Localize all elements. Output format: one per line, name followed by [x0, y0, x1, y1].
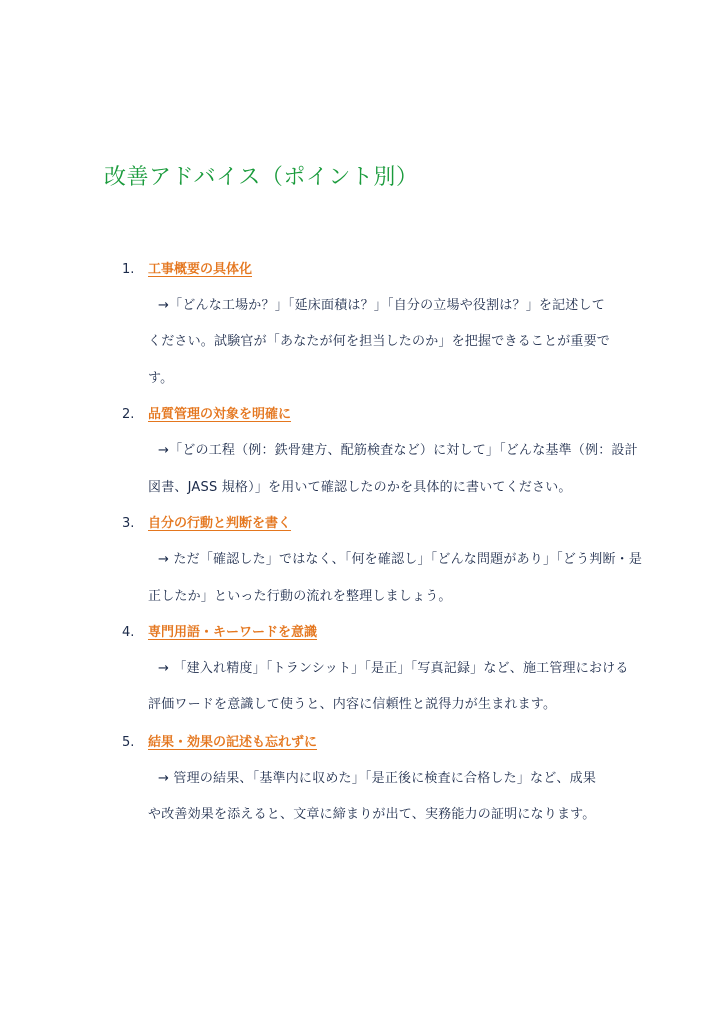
item-heading: 品質管理の対象を明確に	[148, 407, 292, 422]
item-number: 3.	[122, 516, 135, 531]
item-number: 4.	[122, 625, 135, 640]
item-heading: 工事概要の具体化	[148, 262, 253, 277]
item-text-line: や改善効果を添えると、文章に締まりが出て、実務能力の証明になります。	[148, 807, 596, 822]
list-item-2-header	[122, 403, 291, 422]
item-heading: 自分の行動と判断を書く	[148, 516, 292, 531]
item-text-line: す。	[148, 371, 174, 386]
item-text-line: 評価ワードを意識して使うと、内容に信頼性と説得力が生まれます。	[148, 697, 557, 712]
item-text-line: 図書、JASS 規格）」を用いて確認したのかを具体的に書いてください。	[148, 480, 572, 495]
item-heading: 結果・効果の記述も忘れずに	[148, 735, 318, 750]
item-text-line: → 管理の結果、「基準内に収めた」「是正後に検査に合格した」など、成果	[158, 771, 597, 786]
item-number: 2.	[122, 407, 135, 422]
list-item-5-header	[122, 731, 317, 750]
list-item-1-header	[122, 258, 252, 277]
item-text-line: →「どんな工場か？」「延床面積は？」「自分の立場や役割は？」を記述して	[158, 298, 605, 313]
item-text-line: ください。試験官が「あなたが何を担当したのか」を把握できることが重要で	[148, 334, 611, 349]
item-heading: 専門用語・キーワードを意識	[148, 625, 318, 640]
item-text-line: 正したか」といった行動の流れを整理しましょう。	[148, 589, 452, 604]
item-text-line: → 「建入れ精度」「トランシット」「是正」「写真記録」など、施工管理における	[158, 661, 629, 676]
item-number: 1.	[122, 262, 135, 277]
item-text-line: →「どの工程（例：鉄骨建方、配筋検査など）に対して」「どんな基準（例：設計	[158, 443, 638, 458]
list-item-4-header	[122, 621, 317, 640]
page-title: 改善アドバイス（ポイント別）	[104, 165, 419, 190]
item-number: 5.	[122, 735, 135, 750]
item-text-line: → ただ「確認した」ではなく、「何を確認し」「どんな問題があり」「どう判断・是	[158, 552, 643, 567]
list-item-3-header	[122, 512, 291, 531]
